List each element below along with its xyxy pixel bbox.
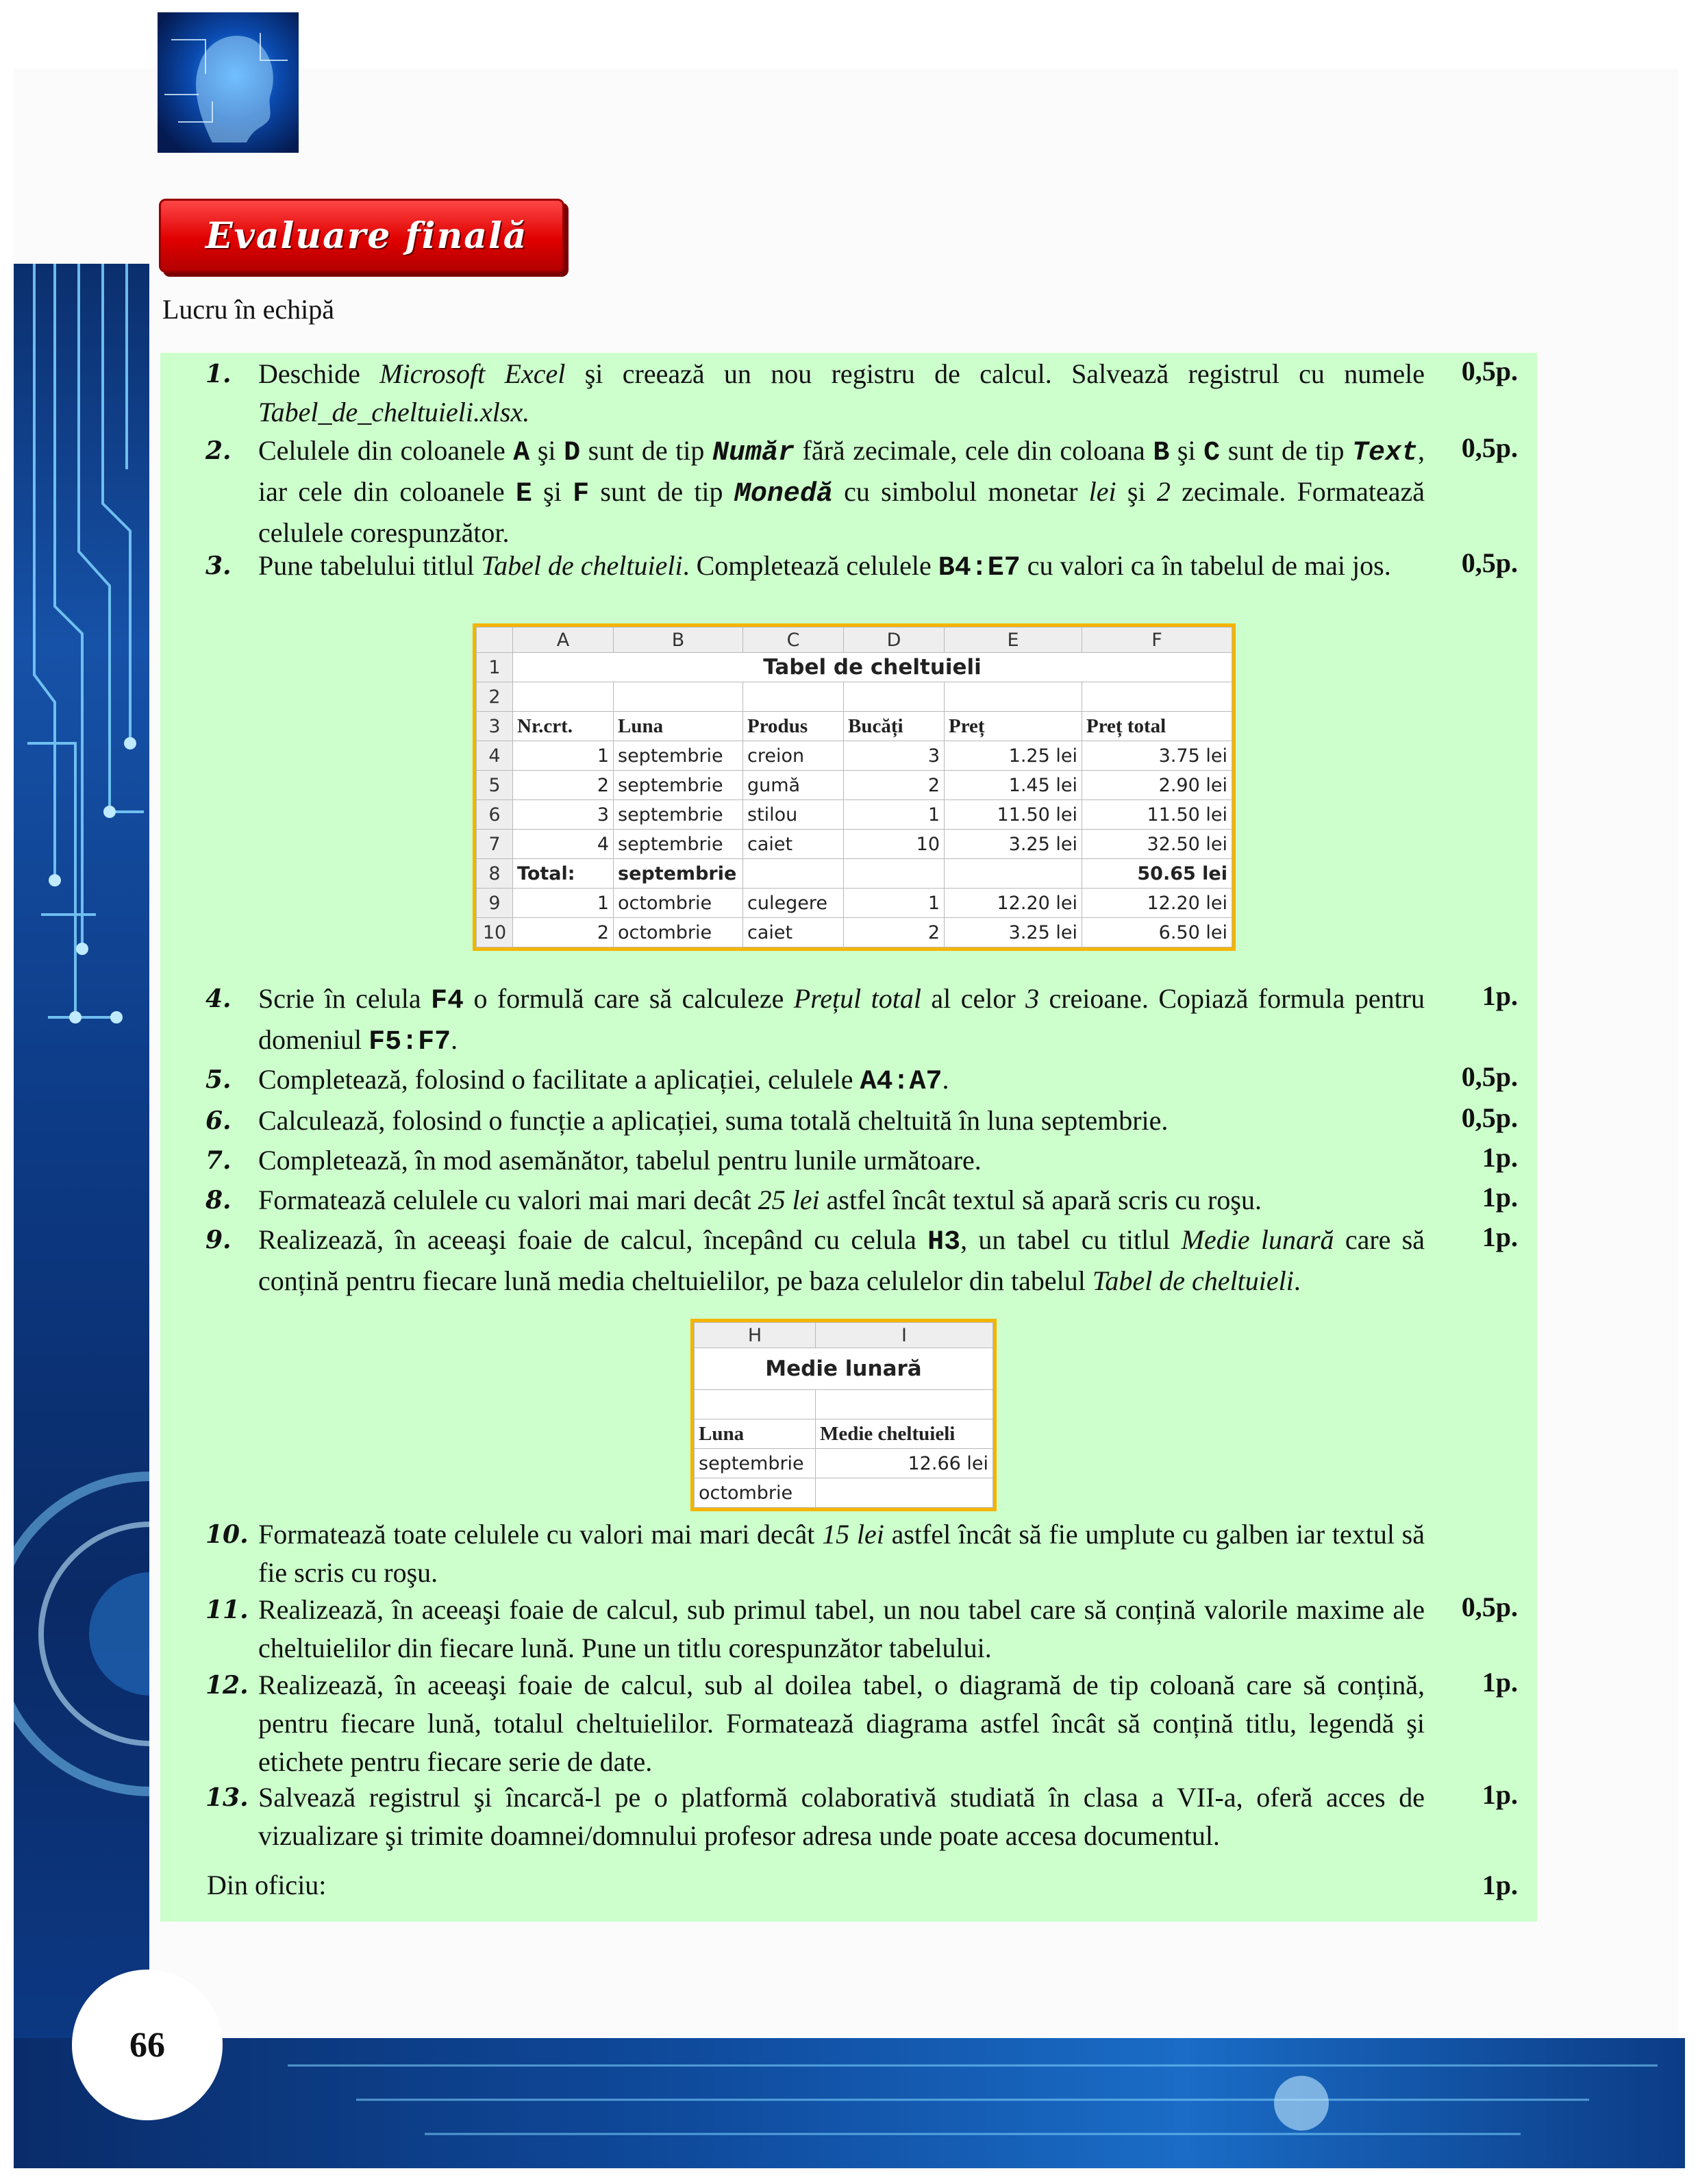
item-points: 0,5p. <box>1461 1061 1518 1092</box>
cell <box>945 682 1082 712</box>
column-title: Produs <box>743 712 844 741</box>
cell: 1 <box>844 800 945 830</box>
item-text: Celulele din coloanele A şi D sunt de tip Număr fără zecimale, cele din coloana B şi C sunt de tip Text, iar cele din coloanele E şi F sunt de tip Monedă cu simbolul monetar lei şi 2 zecimale. Formatează celulele corespunzător. <box>258 435 1425 548</box>
item-number: 11. <box>205 1596 249 1624</box>
total-cell: septembrie <box>614 859 743 889</box>
row-number: 3 <box>477 712 513 741</box>
cell: 1.25 lei <box>945 741 1082 771</box>
cell: 12.20 lei <box>945 889 1082 918</box>
total-cell: Total: <box>513 859 614 889</box>
subtitle: Lucru în echipă <box>162 294 334 325</box>
cell: octombrie <box>695 1478 816 1508</box>
item-number: 8. <box>205 1186 232 1215</box>
item-points: 0,5p. <box>1461 1591 1518 1622</box>
page-number: 66 <box>72 1970 223 2120</box>
cell: culegere <box>743 889 844 918</box>
cell: caiet <box>743 830 844 859</box>
cell <box>695 1390 816 1419</box>
cell: septembrie <box>614 800 743 830</box>
cell: 3.75 lei <box>1082 741 1232 771</box>
ai-head-logo <box>158 12 299 153</box>
item-number: 4. <box>205 984 232 1013</box>
cell: 4 <box>513 830 614 859</box>
item-number: 13. <box>205 1783 249 1812</box>
column-title: Bucăți <box>844 712 945 741</box>
column-header: A <box>513 628 614 653</box>
item-points: 1p. <box>1482 1221 1518 1252</box>
row-number: 5 <box>477 771 513 800</box>
cell: 32.50 lei <box>1082 830 1232 859</box>
total-cell: 50.65 lei <box>1082 859 1232 889</box>
cell <box>1082 682 1232 712</box>
item-number: 7. <box>205 1146 232 1175</box>
column-title: Preț <box>945 712 1082 741</box>
cell: 6.50 lei <box>1082 918 1232 947</box>
cell: 12.66 lei <box>816 1449 993 1478</box>
item-points: 1p. <box>1482 980 1518 1011</box>
left-decorative-band <box>14 264 149 2168</box>
cell <box>816 1390 993 1419</box>
item-number: 12. <box>205 1671 249 1700</box>
cell: 3 <box>844 741 945 771</box>
table-title: Medie lunară <box>695 1348 993 1390</box>
cell: 3.25 lei <box>945 918 1082 947</box>
cell: 2 <box>844 918 945 947</box>
cell: octombrie <box>614 918 743 947</box>
column-header: B <box>614 628 743 653</box>
column-title: Nr.crt. <box>513 712 614 741</box>
table-title: Tabel de cheltuieli <box>513 653 1232 682</box>
cell: 11.50 lei <box>1082 800 1232 830</box>
cell <box>743 682 844 712</box>
cell: stilou <box>743 800 844 830</box>
item-points: 1p. <box>1482 1667 1518 1698</box>
item-points: 0,5p. <box>1461 547 1518 578</box>
cell: 2 <box>513 771 614 800</box>
item-number: 6. <box>205 1106 232 1135</box>
item-text: Pune tabelului titlul Tabel de cheltuieli. Completează celulele B4:E7 cu valori ca în tabelul de mai jos. <box>258 550 1391 584</box>
item-number: 1. <box>205 360 232 388</box>
section-title-banner <box>159 199 564 273</box>
cell: septembrie <box>695 1449 816 1478</box>
cell: 11.50 lei <box>945 800 1082 830</box>
cell: 1 <box>513 889 614 918</box>
cell: 3 <box>513 800 614 830</box>
din-oficiu-label: Din oficiu: <box>207 1870 327 1900</box>
excel-expenses-table <box>473 623 1236 951</box>
section-title: Evaluare finală <box>205 214 528 257</box>
item-points: 1p. <box>1482 1182 1518 1213</box>
row-number: 6 <box>477 800 513 830</box>
column-header: E <box>945 628 1082 653</box>
cell: septembrie <box>614 741 743 771</box>
column-header: I <box>816 1323 993 1348</box>
item-text: Completează, în mod asemănător, tabelul pentru lunile următoare. <box>258 1145 982 1176</box>
item-number: 2. <box>205 436 232 465</box>
cell: 3.25 lei <box>945 830 1082 859</box>
item-text: Deschide Microsoft Excel şi creează un nou registru de calcul. Salvează registrul cu numele Tabel_de_cheltuieli.xlsx. <box>258 358 1425 427</box>
cell: 12.20 lei <box>1082 889 1232 918</box>
cell <box>816 1478 993 1508</box>
row-number: 4 <box>477 741 513 771</box>
item-points: 0,5p. <box>1461 356 1518 386</box>
column-header: H <box>695 1323 816 1348</box>
cell <box>513 682 614 712</box>
cell: caiet <box>743 918 844 947</box>
item-text: Calculează, folosind o funcție a aplicației, suma totală cheltuită în luna septembrie. <box>258 1105 1169 1136</box>
item-text: Salvează registrul şi încarcă-l pe o platformă colaborativă studiată în clasa a VII-a, oferă acces de vizualizare şi trimite doamnei/domnului profesor adresa unde poate accesa documentul. <box>258 1782 1425 1851</box>
item-text: Realizează, în aceeaşi foaie de calcul, începând cu celula H3, un tabel cu titlul Medie lunară care să conțină pentru fiecare lună media cheltuielilor, pe baza celulelor din tabelul Tabel de cheltuieli. <box>258 1224 1425 1296</box>
cell: 2.90 lei <box>1082 771 1232 800</box>
row-number: 8 <box>477 859 513 889</box>
cell: 10 <box>844 830 945 859</box>
cell: 1 <box>513 741 614 771</box>
column-title: Preț total <box>1082 712 1232 741</box>
item-number: 9. <box>205 1226 232 1254</box>
cell: septembrie <box>614 830 743 859</box>
item-number: 3. <box>205 551 232 580</box>
row-number: 7 <box>477 830 513 859</box>
total-cell <box>743 859 844 889</box>
cell: septembrie <box>614 771 743 800</box>
cell: 2 <box>844 771 945 800</box>
item-points: 0,5p. <box>1461 432 1518 463</box>
item-text: Completează, folosind o facilitate a aplicației, celulele A4:A7. <box>258 1064 949 1097</box>
item-points: 1p. <box>1482 1779 1518 1810</box>
row-number: 2 <box>477 682 513 712</box>
item-text: Formatează celulele cu valori mai mari decât 25 lei astfel încât textul să apară scris cu roşu. <box>258 1184 1262 1215</box>
item-number: 10. <box>205 1520 249 1549</box>
column-header: F <box>1082 628 1232 653</box>
row-number: 9 <box>477 889 513 918</box>
column-header: C <box>743 628 844 653</box>
item-points: 1p. <box>1482 1142 1518 1173</box>
item-number: 5. <box>205 1065 232 1094</box>
item-text: Realizează, în aceeaşi foaie de calcul, sub primul tabel, un nou tabel care să conțină valorile maxime ale cheltuielilor din fiecare lună. Pune un titlu corespunzător tabelului. <box>258 1594 1425 1663</box>
cell: 1.45 lei <box>945 771 1082 800</box>
bottom-decorative-band <box>14 2038 1685 2168</box>
cell: 1 <box>844 889 945 918</box>
cell: octombrie <box>614 889 743 918</box>
item-points: 0,5p. <box>1461 1102 1518 1133</box>
row-number: 1 <box>477 653 513 682</box>
total-cell <box>844 859 945 889</box>
column-title: Luna <box>614 712 743 741</box>
cell: gumă <box>743 771 844 800</box>
item-text: Realizează, în aceeaşi foaie de calcul, sub al doilea tabel, o diagramă de tip coloană care să conțină, pentru fiecare lună, totalul cheltuielilor. Formatează diagrama astfel încât să conțină titlu, legendă şi etichete pentru fiecare serie de date. <box>258 1670 1425 1777</box>
cell <box>614 682 743 712</box>
column-title: Medie cheltuieli <box>816 1419 993 1449</box>
total-cell <box>945 859 1082 889</box>
item-text: Scrie în celula F4 o formulă care să calculeze Prețul total al celor 3 creioane. Copiază formula pentru domeniul F5:F7. <box>258 983 1425 1058</box>
column-header: D <box>844 628 945 653</box>
cell: creion <box>743 741 844 771</box>
column-title: Luna <box>695 1419 816 1449</box>
excel-monthly-average-table <box>690 1319 997 1511</box>
cell <box>844 682 945 712</box>
cell: 2 <box>513 918 614 947</box>
row-number: 10 <box>477 918 513 947</box>
din-oficiu-points: 1p. <box>1482 1870 1518 1900</box>
item-text: Formatează toate celulele cu valori mai mari decât 15 lei astfel încât să fie umplute cu galben iar textul să fie scris cu roşu. <box>258 1519 1425 1588</box>
